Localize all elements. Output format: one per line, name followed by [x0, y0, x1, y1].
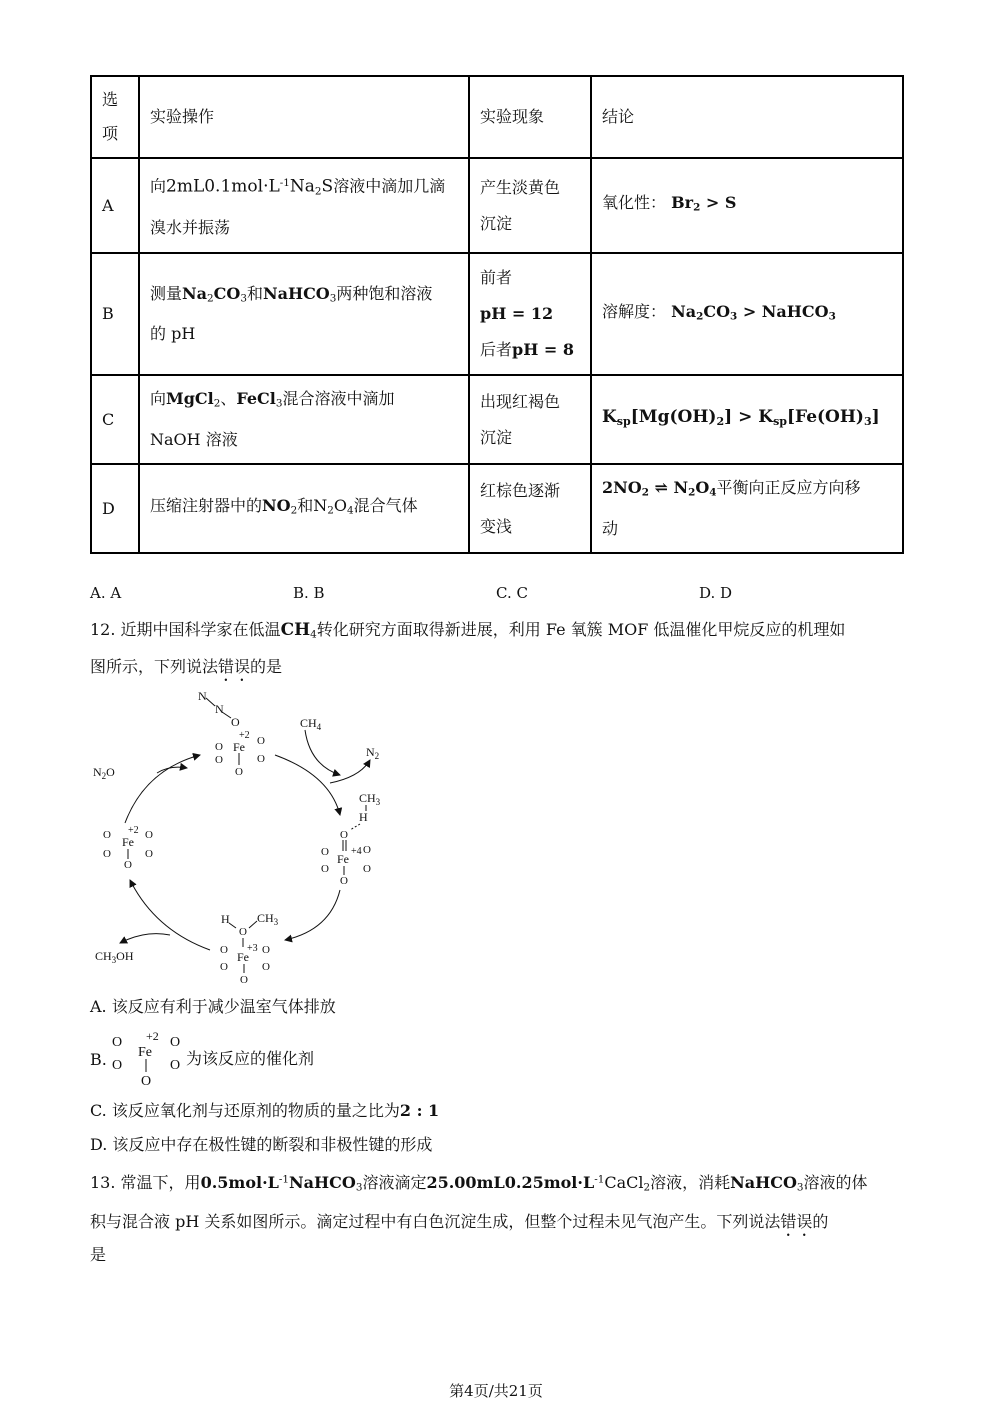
table-header-row: [91, 76, 903, 158]
formula-sub: 2: [374, 751, 380, 761]
op-sub: 2: [213, 397, 221, 410]
n2-out-arrow: [330, 760, 370, 783]
conclusion-text: 平衡向正反应方向移: [716, 478, 861, 498]
oxidation-state: +3: [247, 943, 258, 954]
cycle-arrow: [275, 755, 340, 815]
formula-part: CH: [257, 911, 274, 925]
fe-complex-left: [103, 825, 153, 871]
stem-text: 图所示，下列说法: [90, 657, 219, 676]
n2-label: [366, 745, 379, 761]
oxidation-state: +2: [146, 1029, 159, 1043]
ch4-in-arrow: [305, 730, 340, 775]
mechanism-diagram: [85, 685, 415, 990]
atom-label: O: [363, 863, 371, 875]
atom-label: O: [215, 754, 223, 766]
formula-sub: 4: [316, 722, 322, 732]
atom-label: O: [240, 974, 248, 986]
phenomenon-line: 沉淀: [480, 213, 513, 233]
op-line-1: [150, 165, 458, 209]
formula-part: [Fe(OH): [787, 407, 864, 428]
op-sup: -1: [279, 177, 290, 190]
formula-sub: 3: [111, 955, 117, 965]
op-sub: 2: [290, 504, 298, 517]
stem-text: 的: [812, 1212, 829, 1231]
ch4-label: [300, 716, 322, 732]
atom-label: Fe: [237, 950, 249, 964]
q13-stem-line-2: [90, 1212, 905, 1240]
op-sub: 3: [240, 292, 247, 305]
choice-a[interactable]: A. A: [90, 584, 122, 602]
atom-label: O: [124, 859, 132, 871]
stem-formula: 0.5mol·L: [200, 1173, 279, 1192]
emphasis-text: 错误: [780, 1212, 813, 1231]
atom-label: O: [141, 1074, 152, 1088]
table-row: [91, 375, 903, 464]
phenomenon-line: 前者: [480, 268, 513, 287]
header-option-l1: 选: [102, 90, 119, 109]
atom-label: O: [239, 926, 247, 938]
atom-label: O: [231, 715, 240, 729]
row-phenomenon: [469, 375, 591, 464]
emphasis-text: 错误: [218, 657, 251, 676]
op-text: 和: [297, 496, 314, 516]
row-phenomenon: [469, 464, 591, 553]
op-formula: Na: [182, 283, 208, 303]
atom-label: Fe: [122, 835, 134, 849]
op-line-1: [150, 381, 458, 422]
op-text: 混合溶液中滴加: [282, 389, 395, 409]
atom-label: O: [257, 753, 265, 765]
formula-sub: sp: [616, 414, 631, 428]
q12-stem-line-2: [90, 657, 282, 685]
atom-label: O: [220, 961, 228, 973]
question-number: 13.: [90, 1173, 116, 1192]
stem-sub: 4: [310, 628, 317, 641]
formula-sub: 4: [709, 486, 717, 499]
stem-sub: 3: [796, 1181, 804, 1194]
oxidation-state: +2: [128, 825, 139, 836]
oxidation-state: +4: [351, 846, 362, 857]
op-formula: N: [313, 496, 328, 516]
atom-label: O: [363, 844, 371, 856]
formula-part: OH: [116, 949, 134, 963]
stem-text: 近期中国科学家在低温: [120, 620, 281, 639]
formula-part: CH: [359, 791, 376, 805]
phenomenon-formula: pH = 8: [512, 340, 574, 359]
q13-stem-line-1: [90, 1173, 910, 1194]
op-text: 混合气体: [353, 496, 418, 516]
formula-part: N: [366, 745, 375, 759]
row-option: C: [91, 375, 139, 464]
option-text: C. 该反应氧化剂与还原剂的物质的量之比为: [90, 1101, 400, 1120]
atom-label: O: [112, 1035, 123, 1050]
formula-part: Br: [671, 193, 694, 213]
q12-stem-line-1: [90, 620, 905, 641]
row-conclusion: [591, 253, 903, 375]
header-conclusion: 结论: [591, 76, 903, 158]
op-line-2: 溴水并振荡: [150, 217, 231, 237]
option-label: B.: [90, 1050, 107, 1069]
conclusion-formula: [671, 302, 836, 321]
op-text: 溶液中滴加几滴: [333, 177, 446, 197]
op-formula: Na: [289, 177, 315, 198]
stem-text: 积与混合液 pH 关系如图所示。滴定过程中有白色沉淀生成，但整个过程未见气泡产生。下列说法: [90, 1212, 781, 1231]
q12-option-a[interactable]: A. 该反应有利于减少温室气体排放: [90, 997, 336, 1016]
stem-text: 溶液的体: [803, 1173, 868, 1192]
op-text: 两种饱和溶液: [336, 283, 433, 303]
stem-text: 溶液滴定: [362, 1173, 427, 1192]
equilibrium-arrow: ⇌: [648, 478, 674, 498]
conclusion-line-2: 动: [602, 518, 619, 538]
atom-label: N: [215, 702, 224, 716]
formula-sub: 2: [693, 201, 701, 214]
choice-b[interactable]: B. B: [293, 584, 325, 602]
formula-sub: 2: [716, 414, 725, 428]
n2o-in-arrow: [157, 767, 187, 773]
formula-part: [Mg(OH): [630, 407, 717, 428]
formula-part: > NaHCO: [737, 301, 829, 321]
table-row: [91, 253, 903, 375]
op-sub: 2: [207, 292, 214, 305]
op-formula: FeCl: [236, 389, 276, 409]
op-text: 、: [220, 389, 237, 409]
atom-label: Fe: [233, 740, 245, 754]
cycle-arrow: [130, 880, 210, 950]
atom-label: N: [198, 689, 207, 703]
atom-label: Fe: [337, 852, 349, 866]
atom-label: Fe: [138, 1045, 152, 1060]
formula-part: CH: [300, 716, 317, 730]
formula-part: K: [758, 407, 774, 428]
q13-stem-line-3: 是: [90, 1245, 107, 1264]
conclusion-formula: [602, 478, 717, 497]
row-option: D: [91, 464, 139, 553]
atom-label: O: [215, 741, 223, 753]
conclusion-formula: [602, 407, 880, 427]
row-conclusion: [591, 375, 903, 464]
atom-label: O: [145, 829, 153, 841]
page-footer: 第4页/共21页: [449, 1382, 543, 1400]
row-option: B: [91, 253, 139, 375]
header-phenomenon: 实验现象: [469, 76, 591, 158]
atom-label: O: [340, 875, 348, 887]
op-line-2: 的 pH: [150, 324, 196, 344]
formula-part: >: [732, 407, 759, 428]
phenomenon-line: [480, 332, 580, 368]
formula-sub: 3: [828, 310, 836, 323]
fe-catalyst-structure: [108, 1028, 188, 1088]
ch3oh-out-arrow: [120, 934, 170, 943]
stem-formula: 25.00mL0.25mol·L: [426, 1173, 595, 1192]
ch3-label: [359, 791, 381, 807]
atom-label: O: [321, 863, 329, 875]
phenomenon-line: 变浅: [480, 516, 513, 536]
fe-complex-bottom: [220, 911, 279, 986]
ratio-value: 2 : 1: [399, 1101, 440, 1120]
formula-part: Na: [671, 301, 697, 321]
formula-sub: 2: [696, 310, 704, 323]
formula-part: CO: [703, 301, 731, 321]
conclusion-text: 氧化性：: [602, 193, 667, 213]
atom-label: O: [262, 961, 270, 973]
ch3-label: [257, 911, 279, 927]
choice-d[interactable]: D. D: [699, 584, 733, 602]
ch3oh-label: [95, 949, 134, 965]
phenomenon-line: 红棕色逐渐: [480, 480, 561, 500]
stem-text: 溶液，消耗: [650, 1173, 731, 1192]
op-formula: O: [333, 496, 347, 516]
op-formula: NaHCO: [262, 283, 330, 303]
cycle-arrow: [285, 890, 340, 940]
op-formula: MgCl: [166, 389, 214, 409]
cycle-arrow: [125, 755, 200, 823]
row-phenomenon: [469, 158, 591, 253]
op-line-1: [150, 276, 458, 317]
atom-label: O: [170, 1058, 181, 1073]
formula-part: O: [695, 478, 710, 498]
formula-part: N: [673, 478, 689, 498]
atom-label: H: [221, 912, 230, 926]
op-formula: CO: [213, 283, 241, 303]
op-formula: 2mL0.1mol·L: [166, 177, 280, 198]
oxidation-state: +2: [239, 730, 250, 741]
op-formula: NO: [262, 496, 291, 516]
formula-sub: 3: [730, 310, 738, 323]
atom-label: O: [103, 848, 111, 860]
stem-sub: 2: [643, 1181, 651, 1194]
row-operation: [139, 253, 469, 375]
formula-sub: 3: [273, 917, 279, 927]
conclusion-formula: [671, 193, 736, 212]
formula-part: N: [93, 765, 102, 779]
experiment-table: [90, 75, 904, 554]
atom-label: O: [112, 1058, 123, 1073]
row-operation: [139, 464, 469, 553]
header-operation: 实验操作: [139, 76, 469, 158]
row-operation: [139, 158, 469, 253]
formula-sub: 2: [688, 486, 696, 499]
stem-formula: NaHCO: [289, 1173, 356, 1192]
row-option: A: [91, 158, 139, 253]
atom-label: O: [170, 1035, 181, 1050]
formula-part: ]: [871, 407, 880, 428]
atom-label: O: [262, 944, 270, 956]
atom-label: O: [103, 829, 111, 841]
formula-part: CH: [95, 949, 112, 963]
row-operation: [139, 375, 469, 464]
stem-text: 转化研究方面取得新进展，利用 Fe 氧簇 MOF 低温催化甲烷反应的机理如: [316, 620, 846, 639]
phenomenon-line: pH = 12: [480, 304, 554, 323]
atom-label: O: [145, 848, 153, 860]
row-conclusion: [591, 464, 903, 553]
op-sub: 4: [346, 504, 354, 517]
header-option-l2: 项: [102, 124, 119, 143]
row-phenomenon: [469, 253, 591, 375]
atom-label: O: [321, 846, 329, 858]
atom-label: O: [235, 766, 243, 778]
formula-sub: 3: [375, 797, 381, 807]
formula-sub: 2: [101, 771, 107, 781]
formula-part: K: [602, 407, 617, 428]
q12-option-c[interactable]: [90, 1101, 439, 1120]
stem-formula: CaCl: [604, 1173, 644, 1192]
option-text: 为该反应的催化剂: [186, 1049, 315, 1068]
phenomenon-line: 沉淀: [480, 427, 513, 447]
row-conclusion: [591, 158, 903, 253]
op-text: 向: [150, 177, 167, 197]
stem-sup: -1: [594, 1173, 605, 1186]
atom-label: O: [220, 944, 228, 956]
n2o-top-molecule: [198, 689, 240, 729]
atom-label: O: [340, 829, 348, 841]
op-sub: 2: [327, 504, 334, 517]
phenomenon-text: 后者: [480, 340, 513, 359]
phenomenon-line: 出现红褐色: [480, 391, 561, 411]
formula-sub: sp: [773, 414, 788, 428]
q12-option-b[interactable]: [90, 1028, 490, 1088]
op-line-2: NaOH 溶液: [150, 429, 238, 449]
formula-part: > S: [700, 193, 737, 213]
conclusion-text: 溶解度：: [602, 301, 667, 321]
stem-sub: 3: [355, 1181, 363, 1194]
stem-formula: NaHCO: [730, 1173, 797, 1192]
op-text: 向: [150, 389, 167, 409]
q12-option-d[interactable]: D. 该反应中存在极性键的断裂和非极性键的形成: [90, 1135, 433, 1154]
stem-formula: CH: [280, 620, 311, 640]
op-text: 压缩注射器中的: [150, 496, 263, 516]
table-row: [91, 158, 903, 253]
fe-complex-right: [321, 791, 381, 887]
op-formula: S: [321, 177, 334, 198]
phenomenon-line: 产生淡黄色: [480, 177, 561, 197]
header-option: [91, 76, 139, 158]
choice-c[interactable]: C. C: [496, 584, 528, 602]
stem-sup: -1: [278, 1173, 290, 1186]
atom-label: O: [257, 735, 265, 747]
formula-part: O: [106, 765, 115, 779]
conclusion-line-1: [602, 470, 892, 511]
formula-part: 2NO: [602, 478, 642, 498]
formula-sub: 2: [641, 486, 649, 499]
n2o-left-label: [93, 765, 115, 781]
op-sub: 3: [329, 292, 337, 305]
stem-text: 的是: [250, 657, 283, 676]
op-sub: 3: [275, 397, 283, 410]
question-number: 12.: [90, 620, 116, 639]
atom-label: H: [359, 810, 368, 824]
fe-complex-top: [215, 730, 265, 778]
op-text: 测量: [150, 283, 183, 303]
op-text: 和: [246, 283, 263, 303]
formula-sub: 3: [863, 414, 872, 428]
op-sub: 2: [314, 185, 322, 198]
formula-part: ]: [724, 407, 733, 428]
table-row: [91, 464, 903, 553]
stem-text: 常温下，用: [120, 1173, 201, 1192]
